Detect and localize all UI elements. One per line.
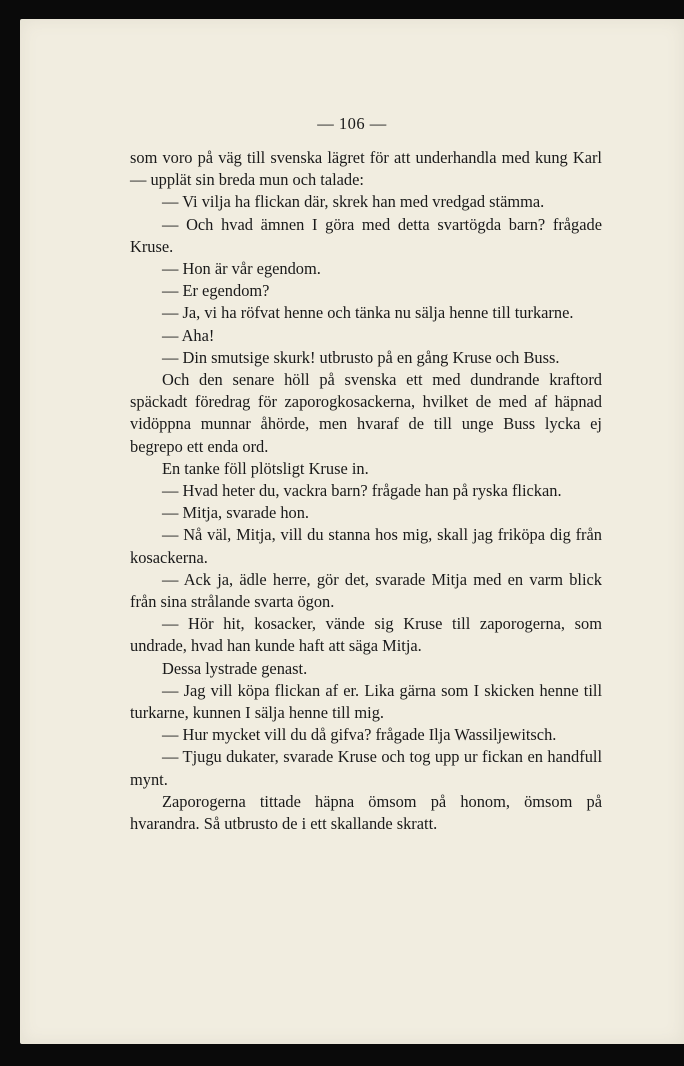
paragraph: — Nå väl, Mitja, vill du stanna hos mig, skall jag friköpa dig från kosackerna.: [130, 525, 602, 567]
paragraph: Dessa lystrade genast.: [162, 658, 308, 678]
paragraph: — Jag vill köpa flickan af er. Lika gärna som I skicken henne till turkarne, kunnen I sälja henne till mig.: [130, 680, 602, 723]
paragraph: — Och hvad ämnen I göra med detta svartögda barn? frågade Kruse.: [130, 214, 602, 256]
body-text: [130, 147, 602, 835]
paragraph: — Ack ja, ädle herre, gör det, svarade Mitja med en varm blick från sina strålande svarta ögon.: [130, 569, 602, 612]
paragraph: — Hvad heter du, vackra barn? frågade han på ryska flickan.: [162, 481, 562, 501]
paragraph: En tanke föll plötsligt Kruse in.: [162, 458, 369, 478]
paragraph: — Vi vilja ha flickan där, skrek han med vredgad stämma.: [162, 192, 545, 212]
paragraph: — Tjugu dukater, svarade Kruse och tog upp ur fickan en handfull mynt.: [130, 747, 602, 789]
paragraph: — Hör hit, kosacker, vände sig Kruse till zaporogerna, som undrade, hvad han kunde haft att säga Mitja.: [130, 614, 602, 656]
paragraph: — Mitja, svarade hon.: [162, 503, 310, 523]
paragraph: Zaporogerna tittade häpna ömsom på honom, ömsom på hvarandra. Så utbrusto de i ett skallande skratt.: [130, 791, 602, 834]
paragraph: Och den senare höll på svenska ett med dundrande kraftord späckadt föredrag för zaporogkosackerna, hvilket de med af häpnad vidöppna munnar åhörde, men hvaraf de till unge Buss lycka ej begrepo ett enda ord.: [130, 370, 602, 456]
paragraph: — Hur mycket vill du då gifva? frågade Ilja Wassiljewitsch.: [162, 725, 557, 745]
paragraph: — Aha!: [162, 325, 215, 345]
paragraph: — Hon är vår egendom.: [162, 259, 321, 279]
paragraph: som voro på väg till svenska lägret för att underhandla med kung Karl — upplät sin breda mun och talade:: [130, 148, 602, 190]
page-number: — 106 —: [317, 114, 387, 133]
paragraph: — Er egendom?: [162, 281, 270, 301]
paragraph: — Ja, vi ha röfvat henne och tänka nu sälja henne till turkarne.: [162, 303, 574, 323]
book-page: [20, 19, 684, 1044]
paragraph: — Din smutsige skurk! utbrusto på en gång Kruse och Buss.: [162, 347, 560, 367]
